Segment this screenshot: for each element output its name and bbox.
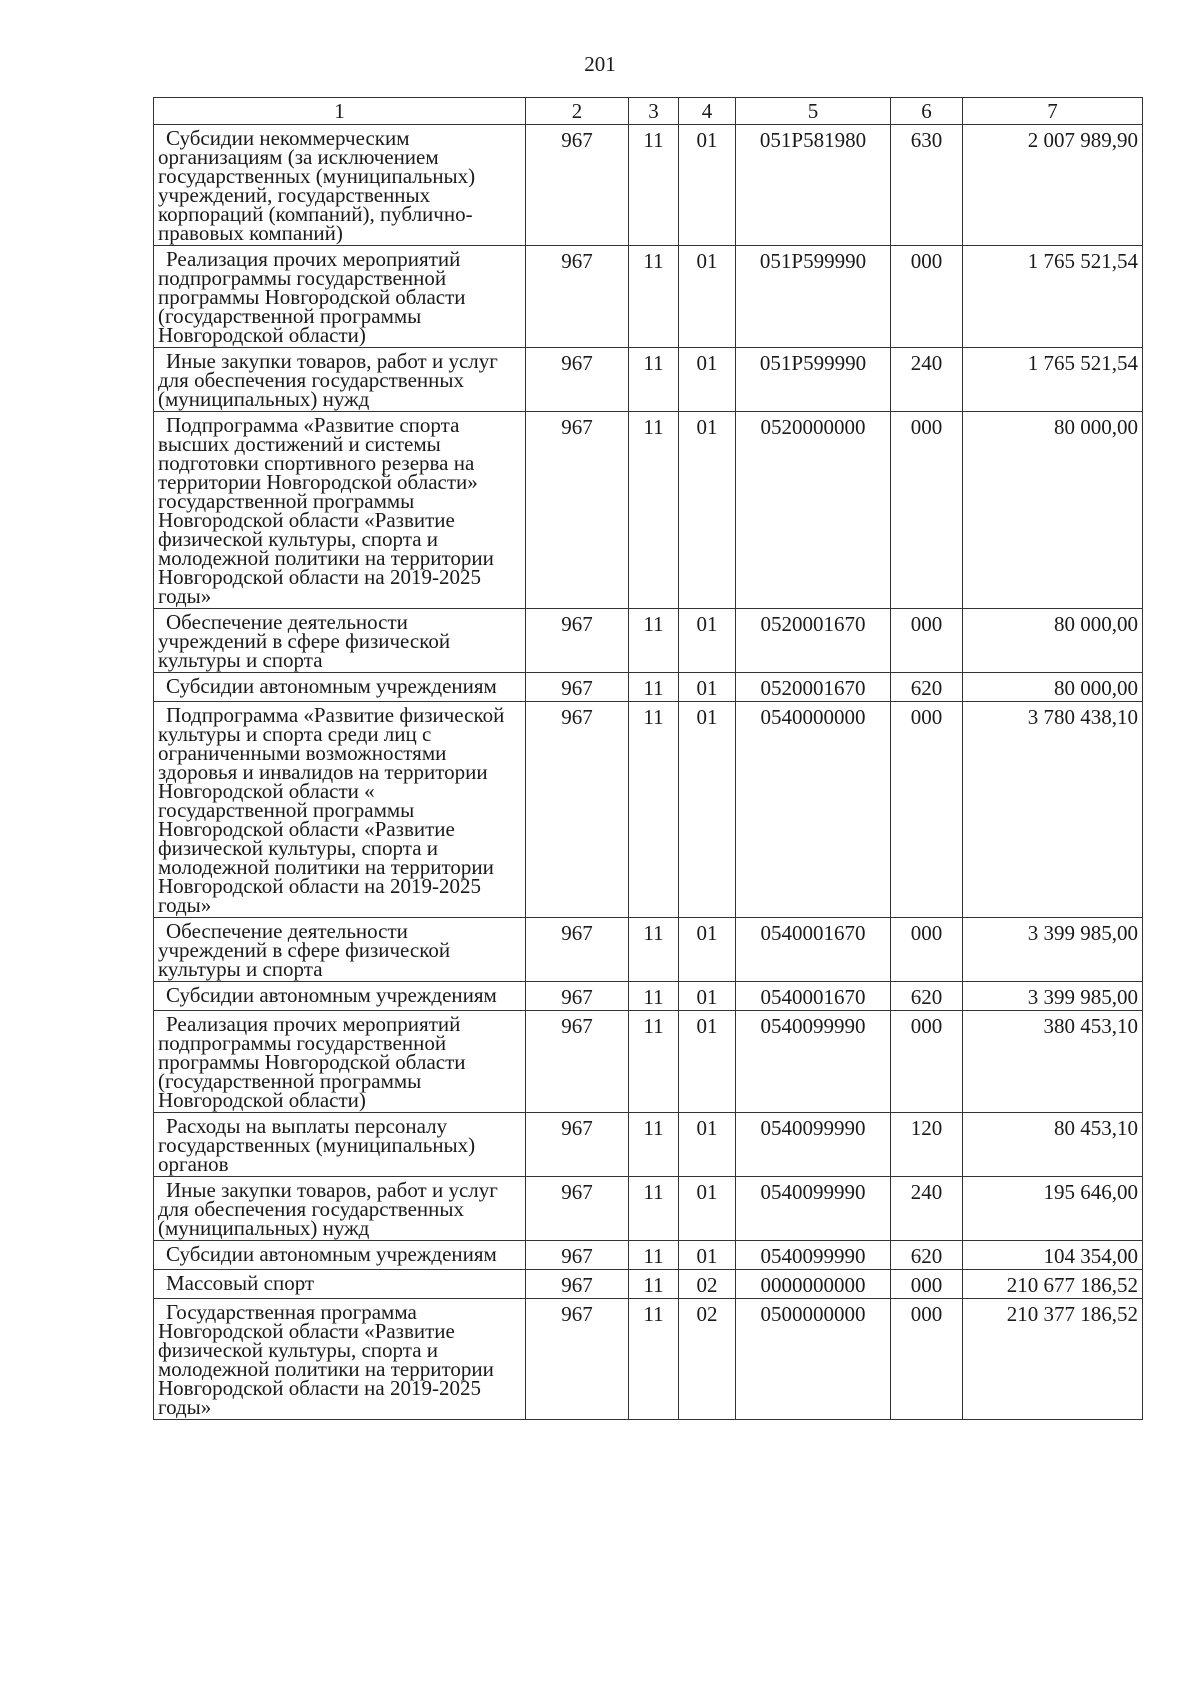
ministry-code: 967 bbox=[526, 1113, 629, 1177]
section-code: 11 bbox=[629, 609, 679, 673]
target-article-code: 0500000000 bbox=[736, 1299, 891, 1420]
section-code: 11 bbox=[629, 1177, 679, 1241]
ministry-code: 967 bbox=[526, 1270, 629, 1299]
ministry-code: 967 bbox=[526, 1241, 629, 1270]
row-name: Иные закупки товаров, работ и услуг для обеспечения государственных (муниципальных) нужд bbox=[158, 349, 498, 411]
subsection-code: 01 bbox=[679, 1113, 736, 1177]
col-header: 7 bbox=[963, 98, 1143, 125]
expense-type-code: 000 bbox=[891, 702, 963, 918]
subsection-code: 01 bbox=[679, 1241, 736, 1270]
target-article-code: 0540099990 bbox=[736, 1177, 891, 1241]
target-article-code: 0000000000 bbox=[736, 1270, 891, 1299]
target-article-code: 0520001670 bbox=[736, 609, 891, 673]
table-row bbox=[154, 982, 1143, 1011]
table-row bbox=[154, 412, 1143, 609]
subsection-code: 01 bbox=[679, 918, 736, 982]
section-code: 11 bbox=[629, 1113, 679, 1177]
section-code: 11 bbox=[629, 673, 679, 702]
amount: 3 399 985,00 bbox=[963, 982, 1143, 1011]
target-article-code: 0540099990 bbox=[736, 1011, 891, 1113]
page-number: 201 bbox=[584, 52, 616, 76]
table-row bbox=[154, 1241, 1143, 1270]
row-name-cell bbox=[154, 982, 526, 1011]
amount: 2 007 989,90 bbox=[963, 125, 1143, 246]
section-code: 11 bbox=[629, 702, 679, 918]
row-name: Субсидии некоммерческим организациям (за исключением государственных (муниципальных) учреждений, государственных корпораций (компаний), публично-правовых компаний) bbox=[158, 126, 476, 245]
row-name-cell bbox=[154, 412, 526, 609]
header-row bbox=[154, 98, 1143, 125]
row-name-cell bbox=[154, 348, 526, 412]
table-row bbox=[154, 673, 1143, 702]
target-article-code: 0540099990 bbox=[736, 1241, 891, 1270]
table-row bbox=[154, 1299, 1143, 1420]
amount: 210 377 186,52 bbox=[963, 1299, 1143, 1420]
amount: 195 646,00 bbox=[963, 1177, 1143, 1241]
row-name-cell bbox=[154, 1299, 526, 1420]
amount: 1 765 521,54 bbox=[963, 246, 1143, 348]
col-header: 3 bbox=[629, 98, 679, 125]
ministry-code: 967 bbox=[526, 1299, 629, 1420]
expense-type-code: 620 bbox=[891, 673, 963, 702]
amount: 210 677 186,52 bbox=[963, 1270, 1143, 1299]
col-header: 5 bbox=[736, 98, 891, 125]
subsection-code: 01 bbox=[679, 246, 736, 348]
row-name-cell bbox=[154, 918, 526, 982]
target-article-code: 0520001670 bbox=[736, 673, 891, 702]
table-row bbox=[154, 348, 1143, 412]
target-article-code: 051P581980 bbox=[736, 125, 891, 246]
col-header: 4 bbox=[679, 98, 736, 125]
expense-type-code: 240 bbox=[891, 348, 963, 412]
table-row bbox=[154, 1270, 1143, 1299]
ministry-code: 967 bbox=[526, 609, 629, 673]
row-name-cell bbox=[154, 1241, 526, 1270]
expense-type-code: 630 bbox=[891, 125, 963, 246]
row-name-cell bbox=[154, 1113, 526, 1177]
section-code: 11 bbox=[629, 918, 679, 982]
table-row bbox=[154, 1113, 1143, 1177]
section-code: 11 bbox=[629, 125, 679, 246]
target-article-code: 0540001670 bbox=[736, 982, 891, 1011]
expense-type-code: 000 bbox=[891, 1011, 963, 1113]
subsection-code: 01 bbox=[679, 673, 736, 702]
section-code: 11 bbox=[629, 246, 679, 348]
ministry-code: 967 bbox=[526, 125, 629, 246]
expense-type-code: 620 bbox=[891, 1241, 963, 1270]
ministry-code: 967 bbox=[526, 1177, 629, 1241]
row-name-cell bbox=[154, 1011, 526, 1113]
section-code: 11 bbox=[629, 1299, 679, 1420]
row-name: Обеспечение деятельности учреждений в сфере физической культуры и спорта bbox=[158, 919, 451, 981]
expense-type-code: 120 bbox=[891, 1113, 963, 1177]
subsection-code: 01 bbox=[679, 348, 736, 412]
table-row bbox=[154, 1177, 1143, 1241]
subsection-code: 01 bbox=[679, 702, 736, 918]
amount: 80 453,10 bbox=[963, 1113, 1143, 1177]
target-article-code: 0540099990 bbox=[736, 1113, 891, 1177]
row-name: Субсидии автономным учреждениям bbox=[166, 674, 497, 698]
table-row bbox=[154, 246, 1143, 348]
subsection-code: 01 bbox=[679, 1177, 736, 1241]
ministry-code: 967 bbox=[526, 982, 629, 1011]
row-name: Субсидии автономным учреждениям bbox=[166, 983, 497, 1007]
row-name: Расходы на выплаты персоналу государственных (муниципальных) органов bbox=[158, 1114, 476, 1176]
col-header: 6 bbox=[891, 98, 963, 125]
table-row bbox=[154, 918, 1143, 982]
table-row bbox=[154, 1011, 1143, 1113]
amount: 80 000,00 bbox=[963, 609, 1143, 673]
subsection-code: 01 bbox=[679, 982, 736, 1011]
row-name-cell bbox=[154, 673, 526, 702]
ministry-code: 967 bbox=[526, 246, 629, 348]
subsection-code: 02 bbox=[679, 1299, 736, 1420]
section-code: 11 bbox=[629, 1241, 679, 1270]
expense-type-code: 000 bbox=[891, 609, 963, 673]
expense-type-code: 000 bbox=[891, 412, 963, 609]
amount: 104 354,00 bbox=[963, 1241, 1143, 1270]
ministry-code: 967 bbox=[526, 702, 629, 918]
subsection-code: 01 bbox=[679, 412, 736, 609]
row-name-cell bbox=[154, 609, 526, 673]
section-code: 11 bbox=[629, 982, 679, 1011]
subsection-code: 01 bbox=[679, 609, 736, 673]
row-name-cell bbox=[154, 246, 526, 348]
row-name: Субсидии автономным учреждениям bbox=[166, 1242, 497, 1266]
row-name: Иные закупки товаров, работ и услуг для обеспечения государственных (муниципальных) нужд bbox=[158, 1178, 498, 1240]
expense-type-code: 000 bbox=[891, 246, 963, 348]
ministry-code: 967 bbox=[526, 412, 629, 609]
expense-type-code: 000 bbox=[891, 918, 963, 982]
budget-table bbox=[153, 97, 1143, 1420]
target-article-code: 0520000000 bbox=[736, 412, 891, 609]
col-header: 2 bbox=[526, 98, 629, 125]
row-name: Реализация прочих мероприятий подпрограммы государственной программы Новгородской области (государственной программы Новгородской области) bbox=[158, 247, 466, 347]
amount: 3 780 438,10 bbox=[963, 702, 1143, 918]
amount: 1 765 521,54 bbox=[963, 348, 1143, 412]
row-name: Подпрограмма «Развитие физической культуры и спорта среди лиц с ограниченными возможностями здоровья и инвалидов на территории Новгородской области « государственной программы Новгородской области «Развитие физической культуры, спорта и молодежной политики на территории Новгородской области на 2019-2025 годы» bbox=[158, 703, 505, 917]
section-code: 11 bbox=[629, 412, 679, 609]
subsection-code: 01 bbox=[679, 1011, 736, 1113]
amount: 3 399 985,00 bbox=[963, 918, 1143, 982]
target-article-code: 0540001670 bbox=[736, 918, 891, 982]
subsection-code: 01 bbox=[679, 125, 736, 246]
row-name: Обеспечение деятельности учреждений в сфере физической культуры и спорта bbox=[158, 610, 451, 672]
col-header: 1 bbox=[154, 98, 526, 125]
row-name-cell bbox=[154, 1177, 526, 1241]
row-name: Подпрограмма «Развитие спорта высших достижений и системы подготовки спортивного резерва на территории Новгородской области» государственной программы Новгородской области «Развитие физической культуры, спорта и молодежной политики на территории Новгородской области на 2019-2025 годы» bbox=[158, 413, 494, 608]
section-code: 11 bbox=[629, 348, 679, 412]
subsection-code: 02 bbox=[679, 1270, 736, 1299]
table-row bbox=[154, 609, 1143, 673]
amount: 80 000,00 bbox=[963, 673, 1143, 702]
section-code: 11 bbox=[629, 1011, 679, 1113]
row-name: Государственная программа Новгородской области «Развитие физической культуры, спорта и молодежной политики на территории Новгородской области на 2019-2025 годы» bbox=[158, 1300, 494, 1419]
amount: 380 453,10 bbox=[963, 1011, 1143, 1113]
row-name-cell bbox=[154, 125, 526, 246]
expense-type-code: 000 bbox=[891, 1270, 963, 1299]
ministry-code: 967 bbox=[526, 918, 629, 982]
target-article-code: 0540000000 bbox=[736, 702, 891, 918]
section-code: 11 bbox=[629, 1270, 679, 1299]
table-row bbox=[154, 125, 1143, 246]
ministry-code: 967 bbox=[526, 673, 629, 702]
target-article-code: 051P599990 bbox=[736, 246, 891, 348]
table-row bbox=[154, 702, 1143, 918]
amount: 80 000,00 bbox=[963, 412, 1143, 609]
row-name-cell bbox=[154, 1270, 526, 1299]
expense-type-code: 240 bbox=[891, 1177, 963, 1241]
ministry-code: 967 bbox=[526, 348, 629, 412]
row-name-cell bbox=[154, 702, 526, 918]
expense-type-code: 000 bbox=[891, 1299, 963, 1420]
row-name: Массовый спорт bbox=[166, 1271, 315, 1295]
expense-type-code: 620 bbox=[891, 982, 963, 1011]
row-name: Реализация прочих мероприятий подпрограммы государственной программы Новгородской области (государственной программы Новгородской области) bbox=[158, 1012, 466, 1112]
target-article-code: 051P599990 bbox=[736, 348, 891, 412]
ministry-code: 967 bbox=[526, 1011, 629, 1113]
